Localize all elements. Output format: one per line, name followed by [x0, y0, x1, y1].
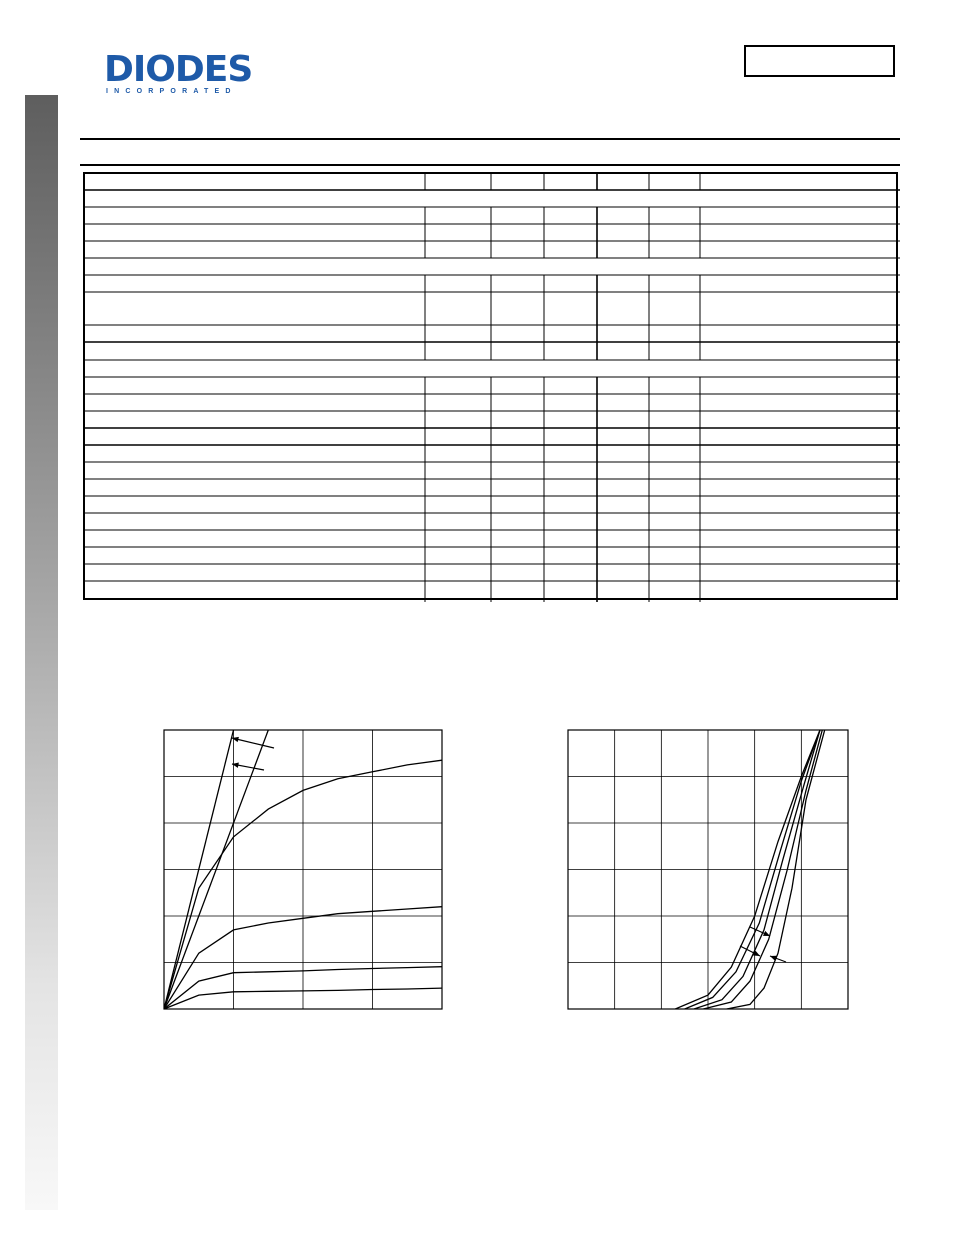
- company-logo: [104, 50, 270, 100]
- transfer-characteristics-graph: [564, 726, 852, 1013]
- logo-subtext: INCORPORATED: [106, 88, 237, 95]
- part-number-box: [744, 45, 895, 77]
- electrical-characteristics-table: [83, 172, 898, 600]
- logo-text: DIODES: [104, 49, 253, 90]
- output-characteristics-graph: [160, 726, 446, 1013]
- sidebar-gradient-bar: [25, 95, 58, 1210]
- table-grid: [85, 174, 900, 602]
- header-rule-top: [80, 138, 900, 140]
- header-rule-bottom: [80, 164, 900, 166]
